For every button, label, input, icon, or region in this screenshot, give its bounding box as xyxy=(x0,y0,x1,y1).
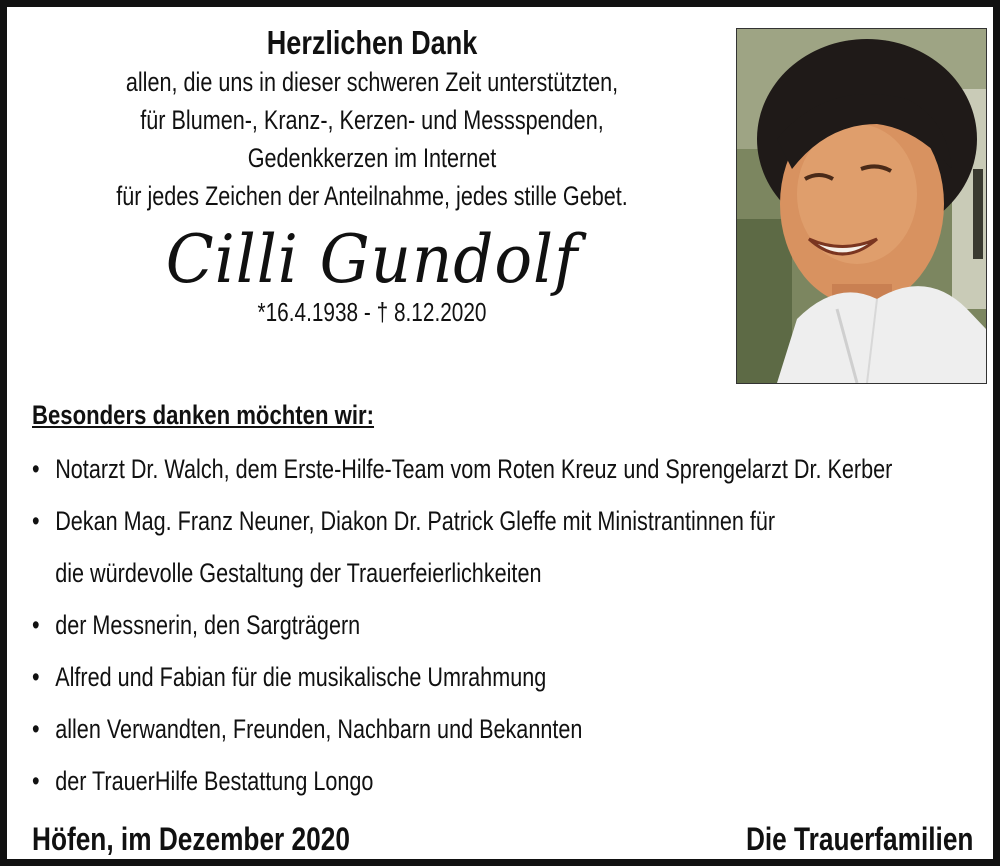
list-item-continuation xyxy=(32,547,992,599)
signature: Die Trauerfamilien xyxy=(745,821,973,857)
thanks-list xyxy=(32,443,992,807)
deceased-name: Cilli Gundolf xyxy=(165,221,579,298)
list-item xyxy=(32,651,992,703)
thanks-line-3: Gedenkkerzen im Internet xyxy=(247,143,497,173)
thanks-line-2: für Blumen-, Kranz-, Kerzen- und Messspenden, xyxy=(140,105,604,135)
thanks-title: Herzlichen Dank xyxy=(266,24,478,61)
list-item-text: allen Verwandten, Freunden, Nachbarn und Bekannten xyxy=(55,714,583,744)
bullet: • xyxy=(32,662,40,692)
portrait-photo-icon xyxy=(737,29,986,383)
list-item xyxy=(32,599,992,651)
thanks-line-4: für jedes Zeichen der Anteilnahme, jedes stille Gebet. xyxy=(116,181,628,211)
list-item-text: Alfred und Fabian für die musikalische Umrahmung xyxy=(55,662,547,692)
place-date: Höfen, im Dezember 2020 xyxy=(32,821,350,857)
bullet: • xyxy=(32,766,40,796)
life-dates: *16.4.1938 - † 8.12.2020 xyxy=(257,297,487,327)
bullet: • xyxy=(32,714,40,744)
list-item xyxy=(32,755,992,807)
list-item-text: der Messnerin, den Sargträgern xyxy=(55,610,361,640)
bullet: • xyxy=(32,610,40,640)
list-item-text: Dekan Mag. Franz Neuner, Diakon Dr. Patrick Gleffe mit Ministrantinnen für xyxy=(55,506,776,536)
section-title: Besonders danken möchten wir: xyxy=(32,400,375,430)
list-item-text: der TrauerHilfe Bestattung Longo xyxy=(55,766,374,796)
list-item xyxy=(32,443,992,495)
portrait-photo xyxy=(736,28,987,384)
thanks-header xyxy=(47,23,697,327)
bullet: • xyxy=(32,454,40,484)
list-item xyxy=(32,495,992,547)
bullet: • xyxy=(32,506,40,536)
list-item-text: Notarzt Dr. Walch, dem Erste-Hilfe-Team vom Roten Kreuz und Sprengelarzt Dr. Kerber xyxy=(55,454,893,484)
thanks-line-1: allen, die uns in dieser schweren Zeit unterstützten, xyxy=(125,67,619,97)
list-item-text: die würdevolle Gestaltung der Trauerfeierlichkeiten xyxy=(55,558,542,588)
list-item xyxy=(32,703,992,755)
